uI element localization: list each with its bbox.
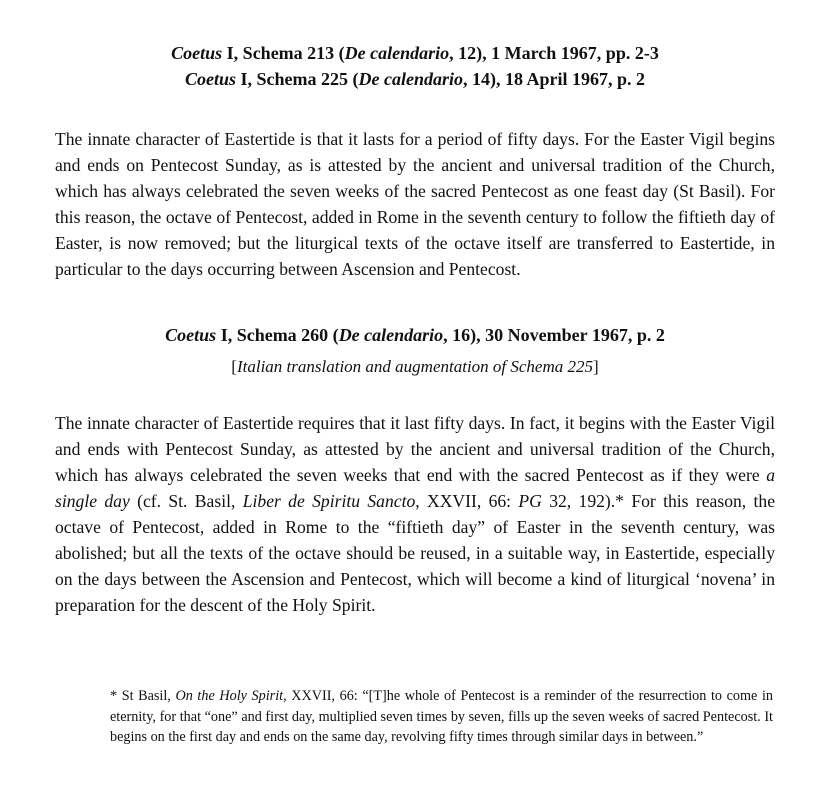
heading-text: , 12), 1 March 1967, pp. 2-3 — [449, 43, 659, 63]
single-day-italic: a single day — [55, 465, 775, 511]
heading-text: I, Schema 260 ( — [216, 325, 339, 345]
schema-260-heading — [55, 322, 775, 348]
schema-213-heading — [55, 40, 775, 66]
de-calendario-italic: De calendario — [358, 69, 463, 89]
document-page — [55, 40, 775, 618]
paragraph-text: , XXVII, 66: — [415, 491, 519, 511]
de-calendario-italic: De calendario — [344, 43, 450, 63]
de-calendario-italic: De calendario — [338, 325, 444, 345]
paragraph-text: The innate character of Eastertide requires that it last fifty days. In fact, it begins with the Easter Vigil and ends with Pentecost Sunday, as attested by the ancient and universal tradition of the Church, which has always celebrated the seven weeks that end with the sacred Pentecost as if they were — [55, 413, 775, 485]
bracket-close: ] — [593, 357, 599, 376]
on-the-holy-spirit-italic: On the Holy Spirit — [175, 688, 284, 704]
pg-italic: PG — [518, 491, 542, 511]
footnote — [110, 686, 773, 748]
heading-text: , 14), 18 April 1967, p. 2 — [462, 69, 645, 89]
heading-text: I, Schema 225 ( — [236, 69, 359, 89]
schema-260-paragraph — [55, 410, 775, 618]
paragraph-text: 32, 192).* For this reason, the octave of Pentecost, added in Rome to the “fiftieth day” of Easter in the seventh century, was abolished; but all the texts of the octave should be reused, in a suitable way, in Eastertide, especially on the days between the Ascension and Pentecost, which will become a kind of liturgical ‘novena’ in preparation for the descent of the Holy Spirit. — [55, 491, 776, 615]
footnote-text: , XXVII, 66: “[T]he whole of Pentecost is a reminder of the resurrection to come in eternity, for that “one” and first day, multiplied seven times by seven, fills up the seven weeks of sacred Pentecost. It begins on the first day and ends on the same day, revolving fifty times through similar days in between.” — [110, 688, 773, 746]
schema-heading-block-1 — [55, 40, 775, 92]
schema-225-paragraph: The innate character of Eastertide is that it lasts for a period of fifty days. For the Easter Vigil begins and ends on Pentecost Sunday, as is attested by the ancient and universal tradition of the Church, which has always celebrated the seven weeks of the sacred Pentecost as one feast day (St Basil). For this reason, the octave of Pentecost, added in Rome in the seventh century to follow the fiftieth day of Easter, is now removed; but the liturgical texts of the octave itself are transferred to Eastertide, in particular to the days occurring between Ascension and Pentecost. — [55, 129, 775, 279]
schema-225-heading — [55, 66, 775, 92]
heading-text: , 16), 30 November 1967, p. 2 — [443, 325, 665, 345]
liber-de-spiritu-sancto-italic: Liber de Spiritu Sancto — [242, 491, 416, 511]
coetus-italic: Coetus — [184, 69, 236, 89]
coetus-italic: Coetus — [171, 43, 223, 63]
coetus-italic: Coetus — [165, 325, 217, 345]
bracket-open: [ — [231, 357, 237, 376]
translation-note — [55, 354, 775, 380]
footnote-text: * St Basil, — [110, 688, 176, 704]
translation-note-text: Italian translation and augmentation of Schema 225 — [236, 357, 594, 376]
heading-text: I, Schema 213 ( — [222, 43, 345, 63]
paragraph-text: (cf. St. Basil, — [129, 491, 243, 511]
